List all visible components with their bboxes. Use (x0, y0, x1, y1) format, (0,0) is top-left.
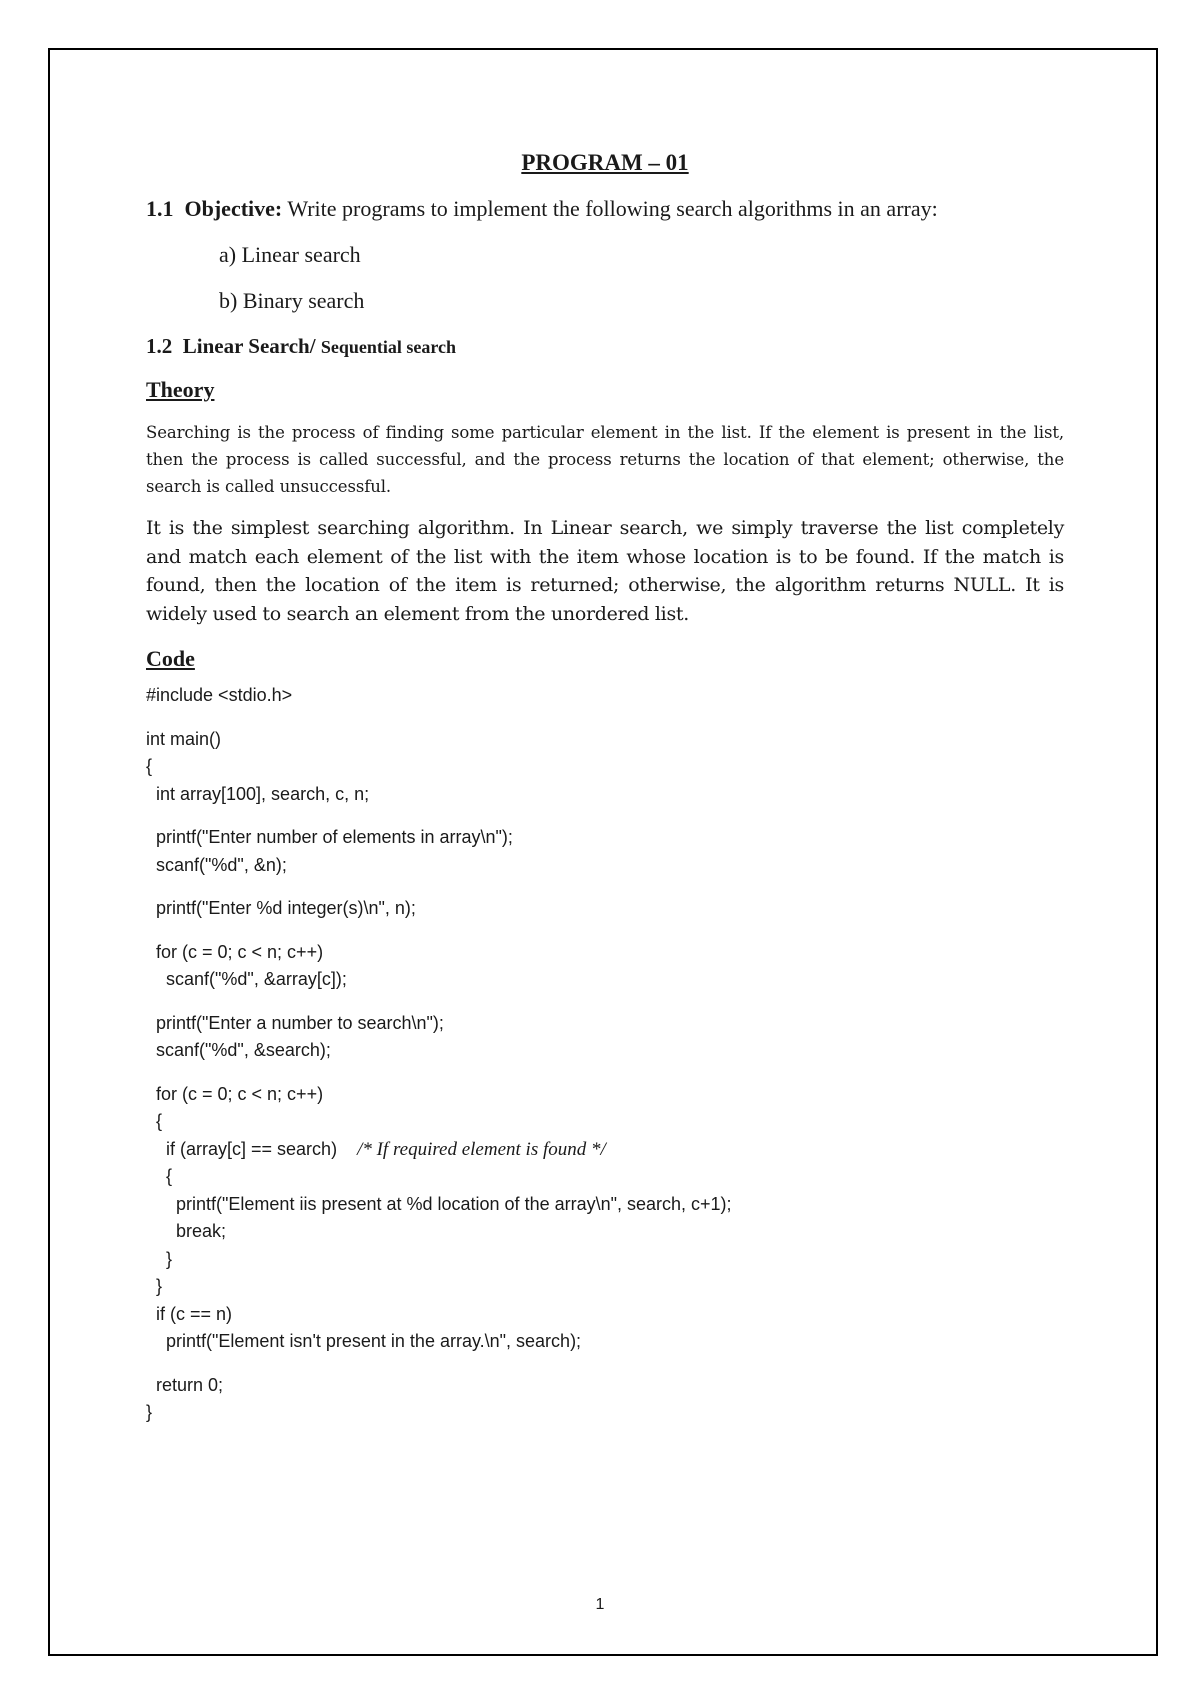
theory-heading: Theory (146, 377, 215, 402)
code-line: #include <stdio.h> (146, 685, 293, 705)
code-line: for (c = 0; c < n; c++) (146, 1083, 324, 1104)
code-line: scanf("%d", &search); (146, 1040, 331, 1060)
code-line: } (146, 1248, 173, 1269)
code-heading: Code (146, 646, 195, 671)
objective-text: Write programs to implement the following search algorithms in an array: (287, 196, 938, 221)
code-comment: /* If required element is found */ (357, 1138, 606, 1160)
code-gap (146, 879, 1064, 895)
page-number: 1 (595, 1596, 605, 1613)
theory-paragraph: Searching is the process of finding some particular element in the list. If the element is present in the list, then the process is called successful, and the process returns the location of that element; otherwise, the search is called unsuccessful. (146, 423, 1064, 496)
objective-label: Objective: (184, 196, 283, 221)
code-gap (146, 994, 1064, 1010)
code-line: { (146, 1166, 173, 1186)
code-line: break; (146, 1221, 227, 1241)
objective-item-binary: b) Binary search (219, 288, 365, 313)
code-line: { (146, 1111, 163, 1131)
code-gap (146, 1356, 1064, 1372)
code-line: return 0; (146, 1374, 224, 1395)
code-line: } (146, 1276, 163, 1296)
program-title: PROGRAM – 01 (521, 150, 689, 175)
code-line: int array[100], search, c, n; (146, 783, 370, 804)
code-line: for (c = 0; c < n; c++) (146, 941, 324, 962)
theory-paragraph: It is the simplest searching algorithm. In Linear search, we simply traverse the list completely and match each element of the list with the item whose location is to be found. If the match is found, then the location of the item is returned; otherwise, the algorithm returns NULL. It is widely used to search an element from the unordered list. (146, 517, 1064, 625)
code-line: scanf("%d", &n); (146, 854, 287, 875)
code-line: int main() (146, 728, 222, 749)
document-content (146, 138, 1064, 1427)
code-line: printf("Element isn't present in the array.\n", search); (146, 1331, 582, 1351)
section-title: Linear Search/ (182, 334, 316, 358)
objective-line (146, 194, 1064, 224)
code-line: printf("Element iis present at %d location of the array\n", search, c+1); (146, 1193, 732, 1214)
code-line: if (c == n) (146, 1303, 233, 1324)
objective-item-linear: a) Linear search (219, 242, 361, 267)
code-gap (146, 923, 1064, 939)
code-line: printf("Enter number of elements in array\n"); (146, 827, 513, 847)
code-line: scanf("%d", &array[c]); (146, 969, 347, 989)
code-gap (146, 1065, 1064, 1081)
code-line: printf("Enter %d integer(s)\n", n); (146, 898, 416, 918)
code-line: printf("Enter a number to search\n"); (146, 1012, 444, 1033)
code-gap (146, 710, 1064, 726)
section-number: 1.2 (146, 334, 173, 358)
code-line: if (array[c] == search) /* If required element is found */ (146, 1138, 606, 1160)
code-line: { (146, 756, 153, 776)
objective-number: 1.1 (146, 196, 174, 221)
code-gap (146, 808, 1064, 824)
section-subtitle: Sequential search (320, 337, 456, 357)
code-block (146, 682, 1064, 1427)
section-heading (146, 331, 1064, 361)
code-line: } (146, 1402, 153, 1422)
